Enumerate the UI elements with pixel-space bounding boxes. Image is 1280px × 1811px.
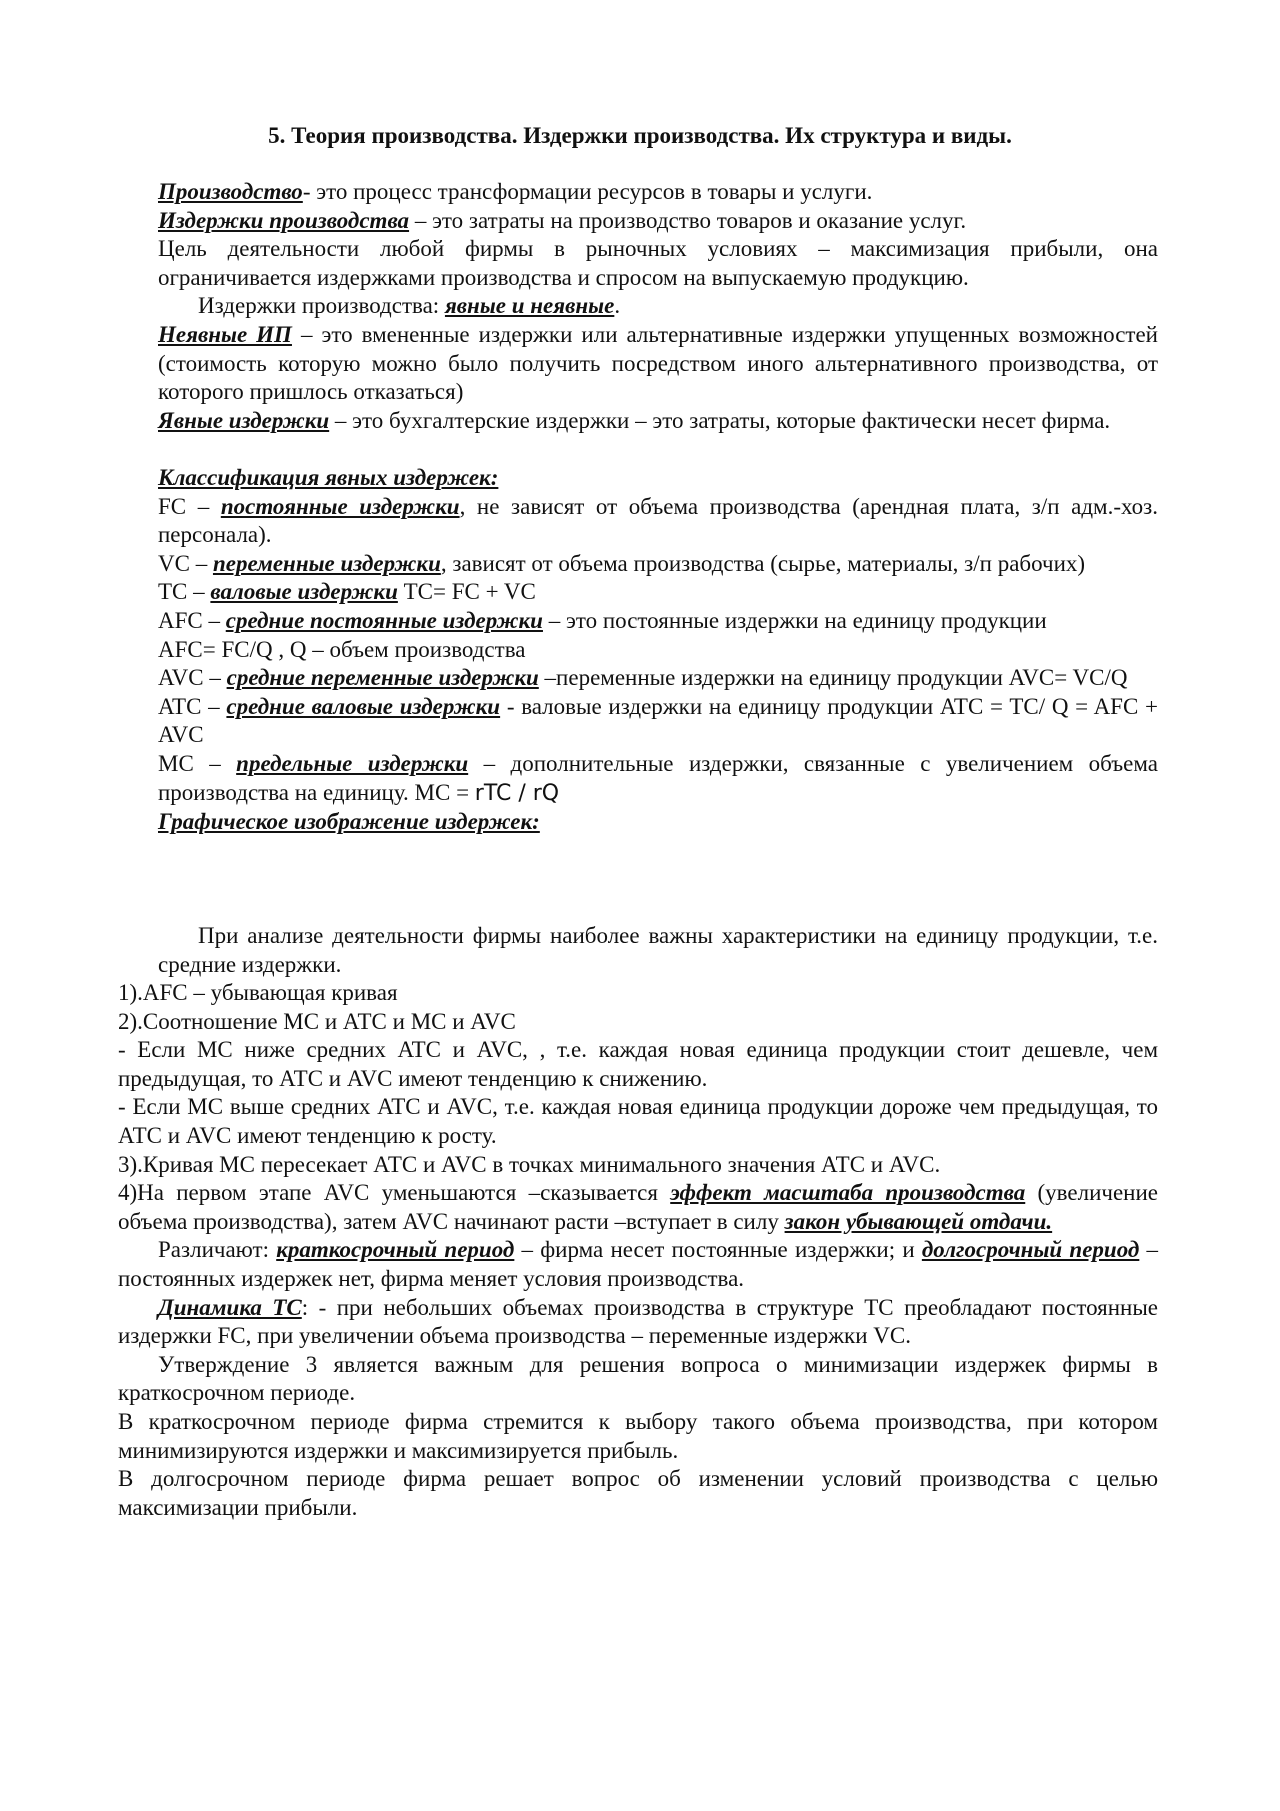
- costs-definition: Издержки производства – это затраты на производство товаров и оказание услуг.: [158, 207, 967, 233]
- statement-3: Утверждение 3 является важным для решения вопроса о минимизации издержек фирмы в краткосрочном периоде.: [118, 1351, 1158, 1406]
- scale-effect-term: эффект масштаба производства: [670, 1180, 1026, 1206]
- production-definition: Производство- это процесс трансформации ресурсов в товары и услуги.: [158, 179, 873, 204]
- graphic-heading: Графическое изображение издержек:: [158, 809, 540, 835]
- short-run-paragraph: В краткосрочном периоде фирма стремится к выбору такого объема производства, при котором минимизируются издержки и максимизируется прибыль.: [118, 1408, 1158, 1463]
- implicit-definition: Неявные ИП – это вмененные издержки или альтернативные издержки упущенных возможностей (стоимость которую можно было получить посредством иного альтернативного производства, от которого пришлось отказаться): [158, 321, 1158, 405]
- cost-types: Издержки производства: явные и неявные.: [198, 293, 621, 319]
- definitions-block: [158, 178, 1158, 435]
- classification-block: [158, 464, 1158, 837]
- mc-formula: rTC / rQ: [474, 780, 560, 806]
- explicit-term: Явные издержки: [158, 407, 330, 433]
- graphic-intro: При анализе деятельности фирмы наиболее важны характеристики на единицу продукции, т.е. средние издержки.: [158, 923, 1158, 977]
- graphic-item-3: 3).Кривая МС пересекает АТС и AVC в точках минимального значения АТС и AVC.: [118, 1151, 941, 1177]
- mc-term: предельные издержки: [236, 750, 469, 776]
- vc-item: VC – переменные издержки, зависят от объема производства (сырье, материалы, з/п рабочих): [158, 550, 1086, 576]
- afc-term: средние постоянные издержки: [225, 607, 543, 633]
- atc-item: ATC – средние валовые издержки - валовые издержки на единицу продукции ATC = TC/ Q = AFC + AVC: [158, 693, 1159, 748]
- graphic-item-2b: - Если МС выше средних ATC и AVC, т.е. каждая новая единица продукции дороже чем предыдущая, то АТС и AVC имеют тенденцию к росту.: [118, 1094, 1158, 1148]
- tc-dynamics: Динамика ТС: - при небольших объемах производства в структуре ТС преобладают постоянные издержки FC, при увеличении объема производства – переменные издержки VC.: [118, 1294, 1159, 1349]
- implicit-term: Неявные ИП: [158, 321, 292, 347]
- production-term: Производство: [158, 179, 303, 204]
- diminishing-returns-term: закон убывающей отдачи.: [784, 1208, 1053, 1234]
- long-period-term: долгосрочный период: [921, 1237, 1140, 1263]
- graphic-list-block: [118, 979, 1158, 1522]
- graphic-item-2: 2).Соотношение МС и АТС и МС и AVC: [118, 1008, 516, 1034]
- short-period-term: краткосрочный период: [276, 1237, 515, 1263]
- avc-item: AVC – средние переменные издержки –переменные издержки на единицу продукции AVC= VC/Q: [158, 665, 1128, 691]
- periods-paragraph: Различают: краткосрочный период – фирма несет постоянные издержки; и долгосрочный период – постоянных издержек нет, фирма меняет условия производства.: [118, 1237, 1159, 1291]
- goal-paragraph: Цель деятельности любой фирмы в рыночных условиях – максимизация прибыли, она ограничивается издержками производства и спросом на выпускаемую продукцию.: [158, 236, 1158, 290]
- tc-dynamics-term: Динамика ТС: [158, 1294, 302, 1320]
- avc-term: средние переменные издержки: [226, 665, 539, 691]
- fc-item: FC – постоянные издержки, не зависят от объема производства (арендная плата, з/п адм.-хоз. персонала).: [158, 493, 1158, 548]
- graphic-item-2a: - Если МС ниже средних ATC и AVC, , т.е. каждая новая единица продукции стоит дешевле, чем предыдущая, то АТС и AVC имеют тенденцию к снижению.: [118, 1037, 1158, 1091]
- afc-formula: AFC= FC/Q , Q – объем производства: [158, 636, 526, 662]
- costs-term: Издержки производства: [158, 207, 410, 233]
- classification-heading: Классификация явных издержек:: [158, 465, 499, 490]
- mc-item: MC – предельные издержки – дополнительные издержки, связанные с увеличением объема производства на единицу. MC = rTC / rQ: [158, 750, 1158, 806]
- fc-term: постоянные издержки: [220, 493, 460, 519]
- atc-term: средние валовые издержки: [226, 693, 501, 719]
- long-run-paragraph: В долгосрочном периоде фирма решает вопрос об изменении условий производства с целью максимизации прибыли.: [118, 1466, 1158, 1520]
- cost-types-term: явные и неявные: [444, 293, 615, 319]
- afc-item: AFC – средние постоянные издержки – это постоянные издержки на единицу продукции: [158, 607, 1047, 633]
- explicit-definition: Явные издержки – это бухгалтерские издержки – это затраты, которые фактически несет фирма.: [158, 407, 1111, 433]
- tc-item: TC – валовые издержки TC= FC + VC: [158, 579, 536, 605]
- graphic-intro-block: [158, 922, 1158, 979]
- page-title: 5. Теория производства. Издержки производства. Их структура и виды.: [268, 123, 1012, 148]
- graphic-item-1: 1).AFC – убывающая кривая: [118, 980, 398, 1005]
- graphic-item-4: 4)На первом этапе AVC уменьшаются –сказывается эффект масштаба производства (увеличение объема производства), затем AVC начинают расти –вступает в силу закон убывающей отдачи.: [118, 1180, 1159, 1234]
- vc-term: переменные издержки: [212, 550, 441, 576]
- tc-term: валовые издержки: [210, 579, 398, 605]
